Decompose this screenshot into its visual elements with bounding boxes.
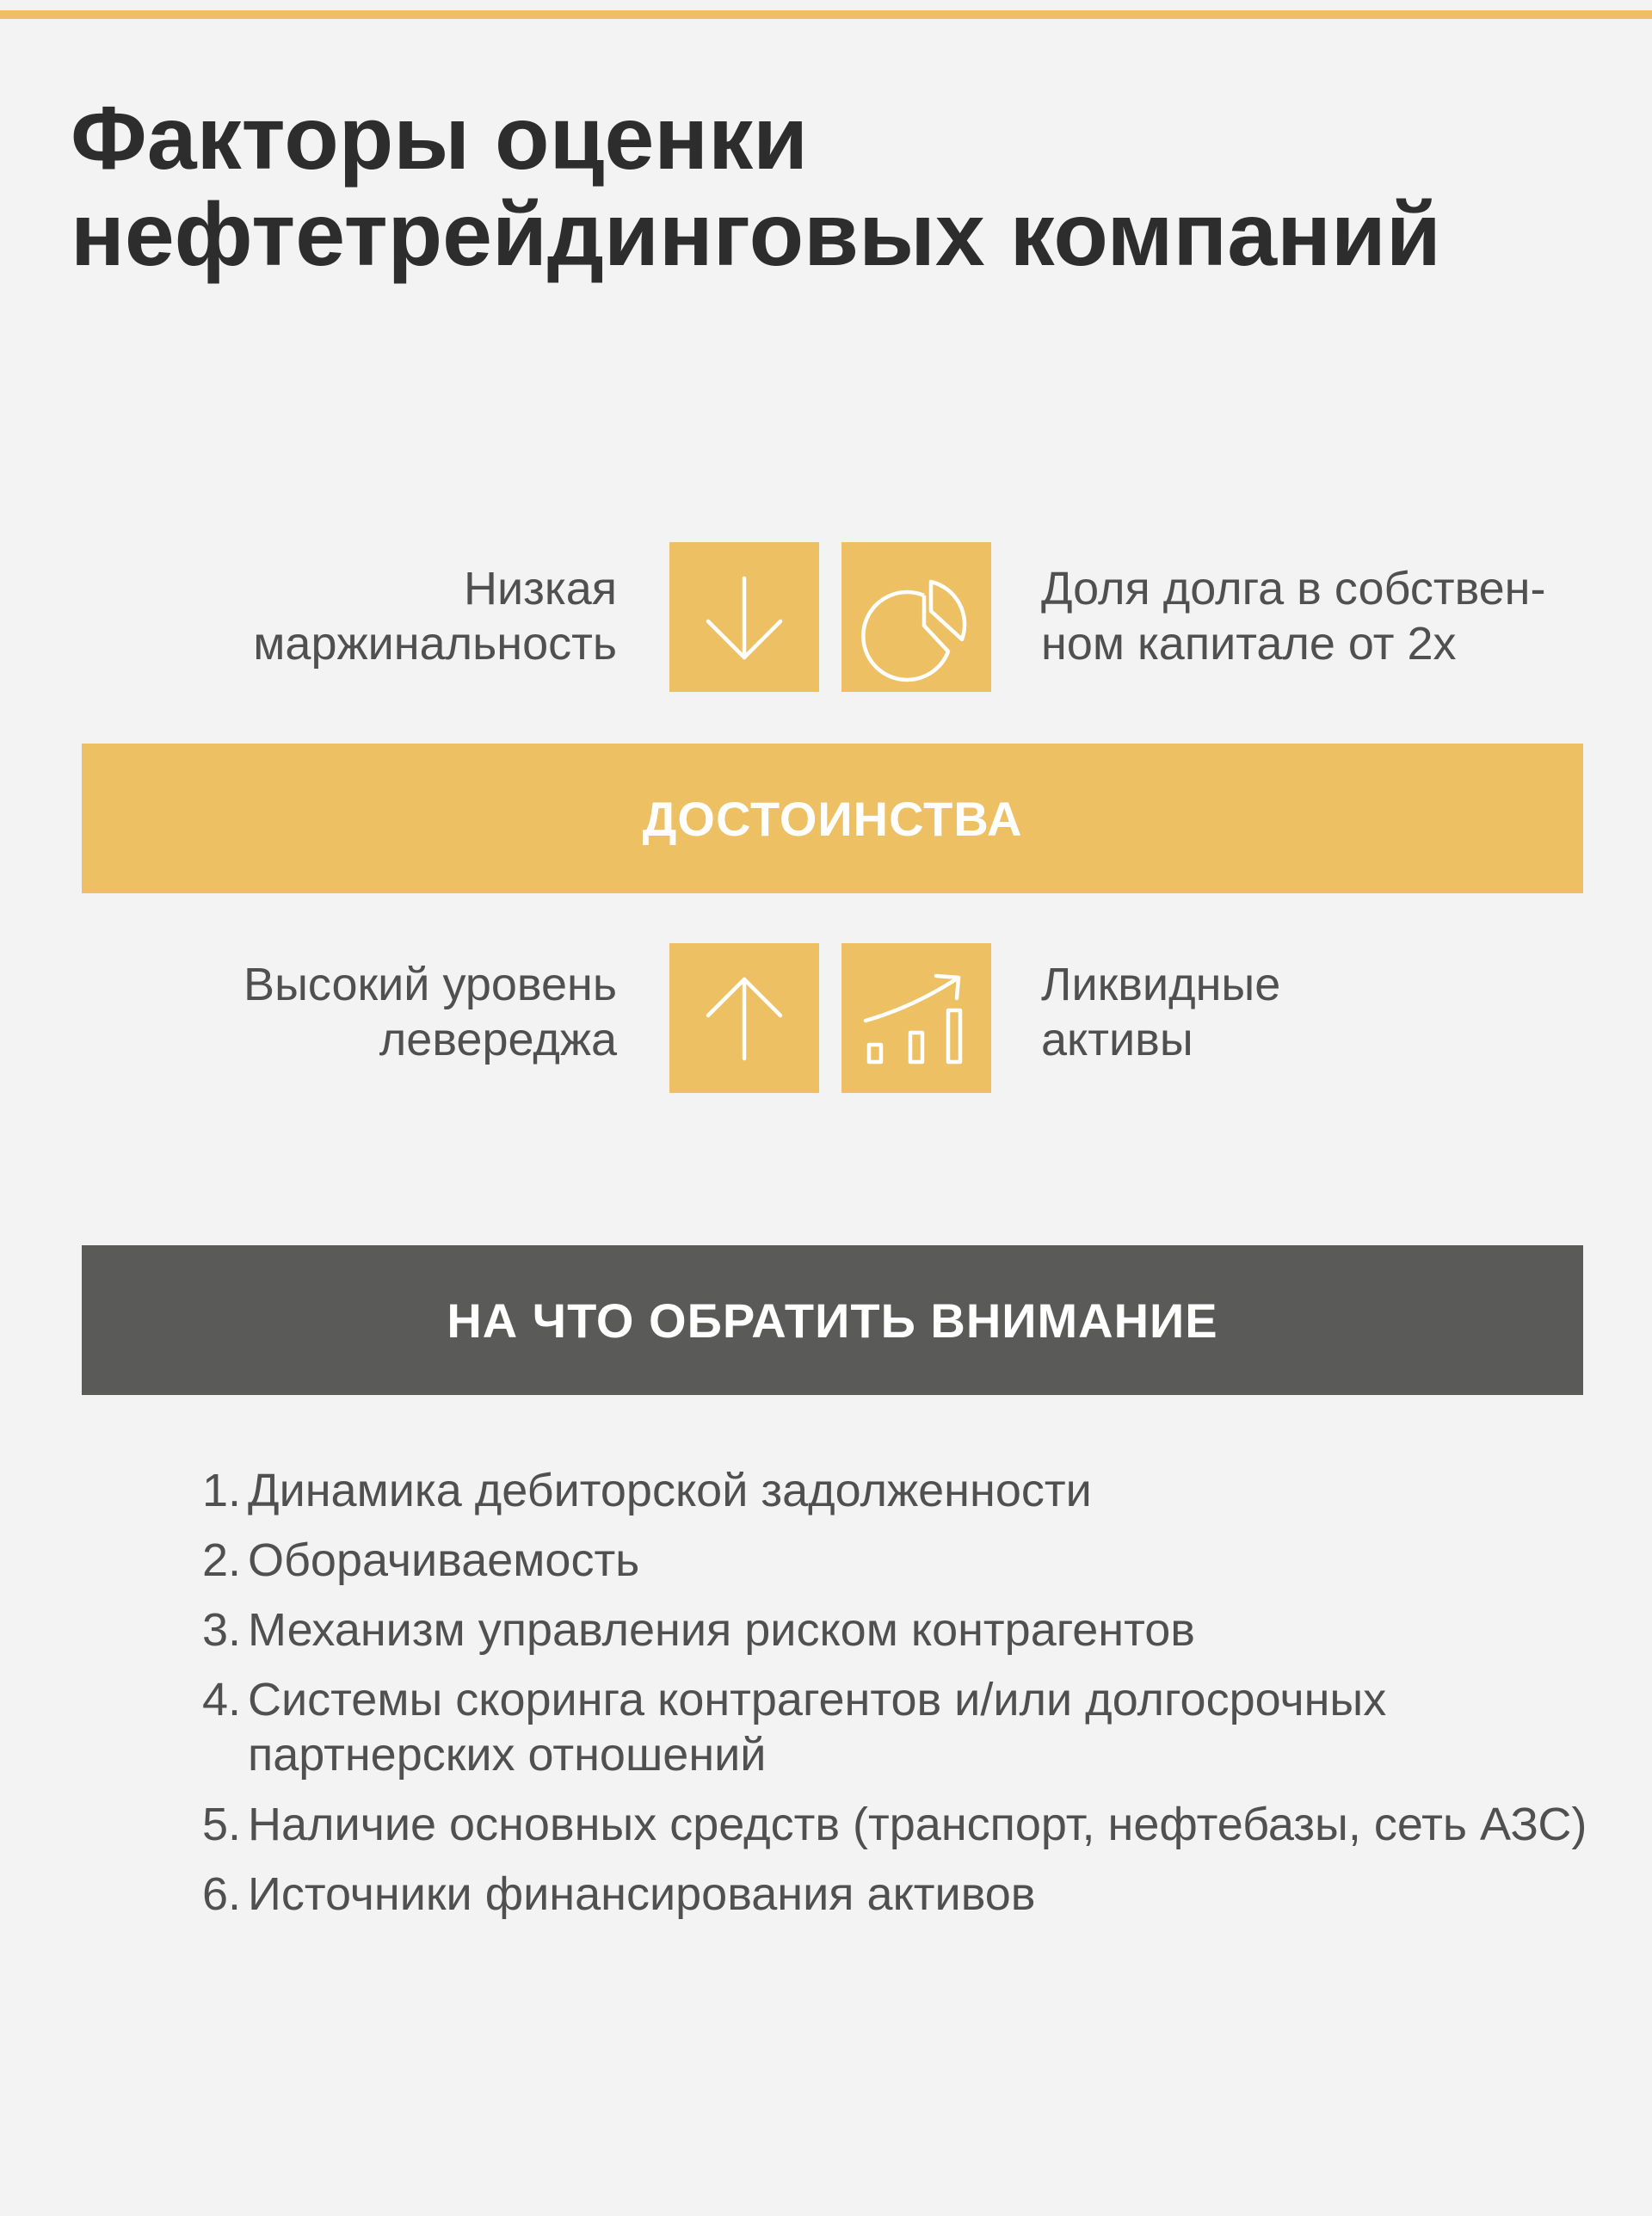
- attention-band-label: НА ЧТО ОБРАТИТЬ ВНИМАНИЕ: [447, 1293, 1218, 1348]
- attention-band: [82, 1245, 1583, 1395]
- growth-chart-icon: [841, 943, 991, 1093]
- list-item-text: Оборачиваемость: [248, 1534, 640, 1586]
- list-item-number: 6.: [202, 1868, 242, 1920]
- pie-chart-icon: [841, 542, 991, 692]
- page-title-line-1: Факторы оценки: [71, 89, 809, 188]
- top-accent-stripe: [0, 10, 1652, 19]
- factor-high-leverage-label: Высокий уровень левереджа: [243, 959, 617, 1065]
- attention-checklist: [202, 1463, 1596, 1936]
- list-item-text: Механизм управления риском контрагентов: [248, 1604, 1195, 1656]
- list-item-number: 1.: [202, 1465, 242, 1516]
- list-item-text: Динамика дебиторской задолженности: [248, 1465, 1092, 1516]
- page-title-line-2: нефтетрейдинговых компаний: [71, 185, 1441, 285]
- list-item: [202, 1463, 1596, 1518]
- list-item-number: 3.: [202, 1604, 242, 1656]
- advantages-band: [82, 744, 1583, 893]
- list-item: [202, 1533, 1596, 1588]
- list-item: [202, 1602, 1596, 1657]
- list-item-text: Наличие основных средств (транспорт, нефтебазы, сеть АЗС): [248, 1799, 1587, 1850]
- list-item-number: 4.: [202, 1674, 242, 1725]
- advantages-band-label: ДОСТОИНСТВА: [642, 791, 1023, 846]
- list-item-text: Системы скоринга контрагентов и/или долгосрочных партнерских отношений: [248, 1674, 1387, 1781]
- factor-debt-share-label: Доля долга в собствен- ном капитале от 2х: [1041, 563, 1546, 670]
- list-item-text: Источники финансирования активов: [248, 1868, 1036, 1920]
- list-item: [202, 1672, 1596, 1782]
- list-item-number: 2.: [202, 1534, 242, 1586]
- page-title: [71, 90, 1619, 283]
- list-item: [202, 1797, 1596, 1852]
- factor-low-margin-label: Низкая маржинальность: [253, 563, 617, 670]
- arrow-down-icon: [669, 542, 819, 692]
- arrow-up-icon: [669, 943, 819, 1093]
- list-item: [202, 1867, 1596, 1922]
- list-item-number: 5.: [202, 1799, 242, 1850]
- factor-liquid-assets-label: Ликвидные активы: [1041, 959, 1281, 1065]
